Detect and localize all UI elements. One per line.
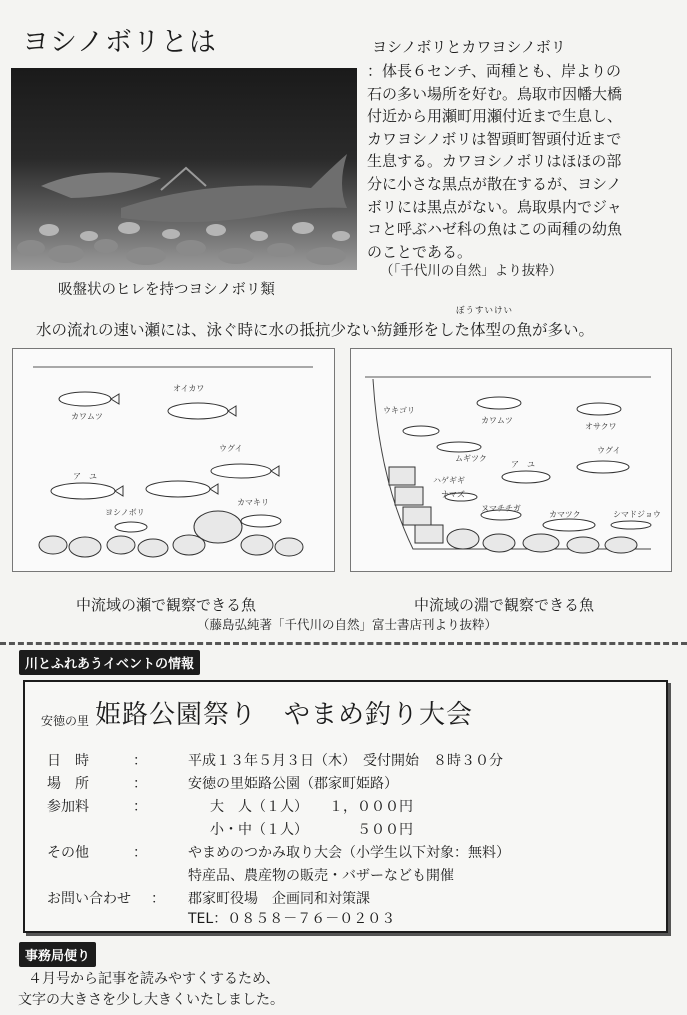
event-key: 日 時 (47, 753, 89, 769)
side-line: 生息する。カワヨシノボリはほほの部 (367, 152, 622, 171)
fish-label: ウキゴリ (383, 406, 415, 415)
event-title: 姫路公園祭り やまめ釣り大会 (95, 700, 474, 730)
fish-label: ヨシノボリ (105, 508, 145, 517)
fish-label: ヌマチチガ (481, 504, 521, 513)
fish-label: ア ユ (511, 460, 535, 469)
event-value: 郡家町役場 企画同和対策課 (188, 891, 370, 907)
fish-label: カマキリ (237, 498, 269, 507)
fish-label: ムギツク (455, 454, 487, 463)
ruby-reading: ぼうすいけい (456, 306, 514, 316)
riffle-illustration (12, 348, 335, 572)
fish-label: カワムツ (71, 412, 103, 421)
event-key: 場 所 (47, 776, 89, 792)
event-colon: ： (133, 845, 147, 861)
section-divider (0, 642, 687, 645)
office-line: 文字の大きさを少し大きくいたしました。 (18, 992, 284, 1008)
side-line: ：体長６センチ、両種とも、岸よりの (367, 62, 621, 80)
side-line: のことである。 (367, 242, 473, 261)
fish-label: オイカワ (173, 384, 205, 393)
side-line: コと呼ぶハゼ科の魚はこの両種の幼魚 (367, 220, 623, 239)
side-quote: （「千代川の自然」より抜粋） (380, 263, 563, 279)
office-news-header: 事務局便り (19, 942, 96, 967)
side-line: 分に小さな黒点が散在するが、ヨシノ (367, 174, 622, 193)
event-box (23, 680, 668, 933)
event-value: 安徳の里姫路公園（郡家町姫路） (188, 776, 398, 792)
event-value: 大 人（１人） １，０００円 (210, 799, 413, 815)
fish-label: カワムツ (481, 416, 513, 425)
figure-source: （藤島弘純著「千代川の自然」富士書店刊より抜粋） (197, 617, 498, 632)
side-body (367, 60, 672, 263)
event-colon: ： (151, 891, 165, 907)
office-line: ４月号から記事を読みやすくするため、 (28, 971, 280, 987)
lead-sentence: 水の流れの速い瀬には、泳ぐ時に水の抵抗少ない紡錘形をした体型の魚が多い。 (36, 321, 595, 339)
event-location-prefix: 安徳の里 (41, 714, 90, 728)
event-key: お問い合わせ (47, 891, 131, 907)
left-figure-caption: 中流域の瀬で観察できる魚 (76, 596, 257, 614)
pool-illustration (350, 348, 672, 572)
event-colon: ： (133, 776, 147, 792)
goby-photo (11, 68, 357, 270)
side-heading: ヨシノボリとカワヨシノボリ (372, 38, 566, 56)
article-title: ヨシノボリとは (22, 27, 217, 58)
fish-label: オサクワ (585, 422, 617, 431)
side-line: ボリには黒点がない。鳥取県内でジャ (367, 197, 622, 216)
fish-label: ハゲギギ (433, 476, 465, 485)
event-value: 平成１３年５月３日（木） 受付開始 ８時３０分 (188, 753, 503, 769)
right-figure-caption: 中流域の淵で観察できる魚 (414, 596, 595, 614)
fish-label: カマツク (549, 510, 581, 519)
event-key: 参加料 (47, 799, 89, 815)
fish-label: シマドジョウ (613, 510, 661, 519)
event-value: やまめのつかみ取り大会（小学生以下対象：無料） (188, 845, 510, 861)
event-section-header: 川とふれあうイベントの情報 (19, 650, 200, 675)
photo-caption: 吸盤状のヒレを持つヨシノボリ類 (58, 282, 275, 298)
event-value: 特産品、農産物の販売・バザーなども開催 (188, 868, 454, 884)
event-colon: ： (133, 753, 147, 769)
event-value: TEL：０８５８－７６－０２０３ (188, 911, 396, 927)
fish-label: ウグイ (219, 444, 243, 453)
side-line: カワヨシノボリは智頭町智頭付近まで (367, 129, 622, 148)
event-value: 小・中（１人） ５００円 (210, 822, 413, 838)
side-line: 付近から用瀬町用瀬付近まで生息し、 (367, 107, 623, 126)
side-line: 石の多い場所を好む。鳥取市因幡大橋 (367, 84, 623, 103)
event-colon: ： (133, 799, 147, 815)
event-key: その他 (47, 845, 89, 861)
fish-label: ア ユ (73, 472, 97, 481)
fish-label: ウグイ (597, 446, 621, 455)
fish-label: ナマズ (441, 490, 465, 499)
